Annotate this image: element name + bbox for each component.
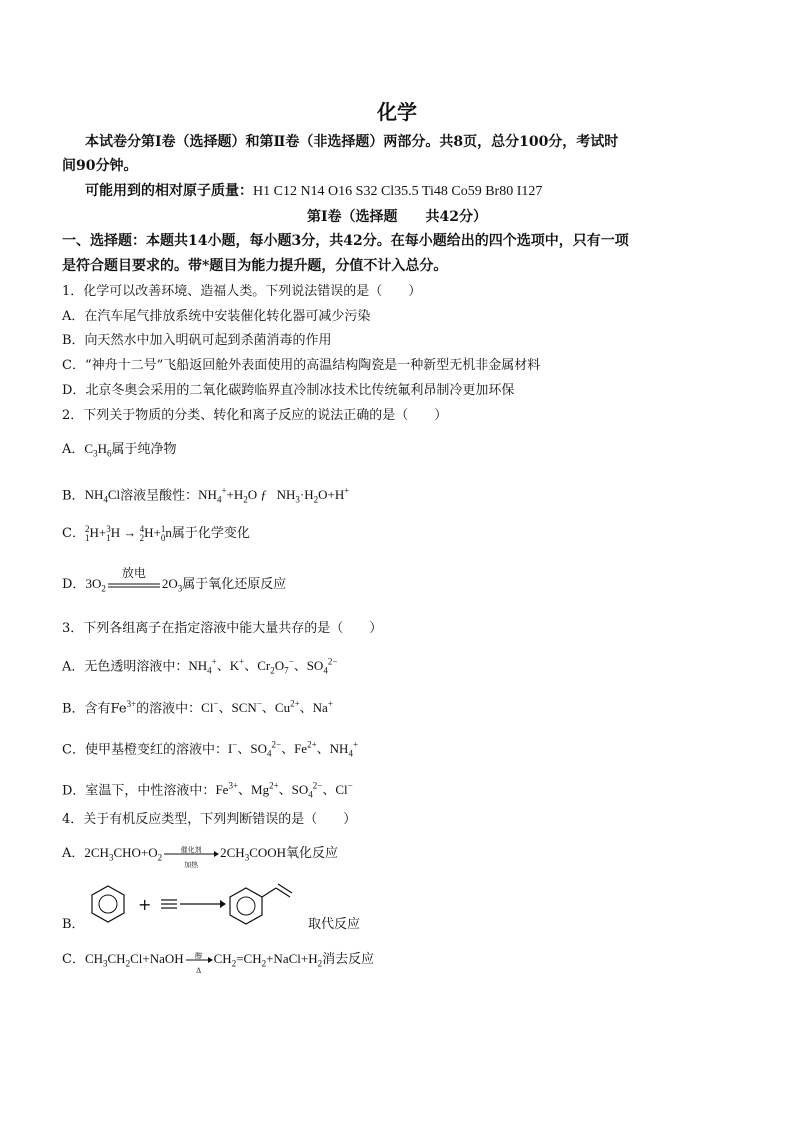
q3-b-charge: 3+ (126, 699, 137, 709)
q2-d-product: $2O_3$ (161, 576, 183, 594)
q1-option-a: A．在汽车尾气排放系统中安装催化转化器可减少污染 (62, 309, 371, 324)
q3-b-ions: Cl−、SCN−、$Cu^{2+}$、Na+ (201, 699, 333, 716)
q4-a-heat-label: 加热 (184, 860, 199, 869)
svg-text:+: + (138, 895, 152, 914)
q2-a-suffix: 属于纯净物 (111, 442, 177, 457)
q2-b-prefix: B． (62, 488, 85, 504)
section-title: 第Ⅰ卷（选择题 共42分） (306, 209, 488, 225)
q2-option-b (62, 482, 349, 509)
q4-stem: 4．关于有机反应类型，下列判断错误的是（ ） (62, 812, 357, 827)
atomic-mass-label: 可能用到的相对原子质量： (85, 183, 253, 199)
atomic-mass-values: H1 C12 N14 O16 S32 Cl35.5 Ti48 Co59 Br80 I127 (253, 184, 543, 199)
q2-option-a (62, 440, 176, 463)
q4-b-suffix: 取代反应 (308, 917, 361, 932)
intro-line-1: 本试卷分第Ⅰ卷（选择题）和第Ⅱ卷（非选择题）两部分。共8页，总分100分，考试时 (85, 134, 619, 150)
page-title: 化学 (377, 100, 417, 124)
q3-b-text: B．含有Fe (62, 701, 127, 717)
q3-stem: 3．下列各组离子在指定溶液中能大量共存的是（ ） (62, 621, 383, 636)
q4-a-reactants: $2CH_3CHO+O_2$ (84, 845, 163, 863)
q4-a-condition (162, 845, 220, 869)
q3-a-text: A．无色透明溶液中： (62, 659, 189, 675)
q4-option-b (62, 916, 85, 934)
q4-c-suffix: 消去反应 (322, 952, 375, 967)
q2-d-condition (106, 565, 162, 594)
q3-option-b (62, 695, 333, 718)
benzene-alkylation-diagram (88, 880, 308, 930)
q3-d-text: D．室温下，中性溶液中： (62, 783, 216, 799)
q4-a-suffix: 氧化反应 (286, 846, 339, 861)
q1-stem: 1．化学可以改善环境、造福人类。下列说法错误的是（ ） (62, 284, 422, 299)
q1-option-b: B．向天然水中加入明矾可起到杀菌消毒的作用 (62, 333, 332, 348)
q2-b-equation: $NH_4^++H_2O$ ƒ $NH_3\cdot H_2O+H^+$ (198, 486, 350, 505)
q3-b-text-2: 的溶液中： (136, 701, 202, 717)
q4-c-reactants: $CH_3CH_2Cl+NaOH$ (84, 951, 184, 969)
q2-d-suffix: 属于氧化还原反应 (182, 577, 287, 592)
q2-d-condition-label: 放电 (121, 565, 146, 580)
intro-line-2: 间90分钟。 (62, 158, 138, 174)
q3-d-ions: $Fe^{3+}$、$Mg^{2+}$、$SO_4^{2-}$、Cl− (215, 781, 353, 800)
instructions-line-1: 一、选择题：本题共14小题，每小题3分，共42分。在每小题给出的四个选项中，只有一项 (62, 233, 629, 249)
q4-c-products: $CH_2=CH_2+NaCl+H_2$ (213, 951, 323, 969)
q2-d-reactant: $3O_2$ (85, 576, 106, 594)
q1-option-c: C．“神舟十二号”飞船返回舱外表面使用的高温结构陶瓷是一种新型无机非金属材料 (62, 358, 541, 373)
q3-a-ions: $NH_4^+$、K+、$Cr_2O_7^-$、$SO_4^{2-}$ (188, 657, 338, 676)
q4-a-catalyst-label: 催化剂 (180, 845, 202, 854)
q2-d-prefix: D． (62, 577, 86, 592)
q4-a-prefix: A． (62, 846, 85, 861)
q2-b-text: 溶液呈酸性： (120, 488, 199, 504)
q2-a-formula: $C_3H_6$ (84, 441, 112, 459)
q2-a-prefix: A． (62, 442, 85, 457)
q2-option-c (62, 524, 250, 543)
double-line-icon (106, 576, 162, 594)
q2-b-salt: $NH_4Cl$ (84, 487, 121, 505)
q4-c-condition (184, 951, 214, 975)
q3-c-ions: I−、$SO_4^{2-}$、$Fe^{2+}$、$NH_4^+$ (227, 740, 359, 759)
q2-stem: 2．下列关于物质的分类、转化和离子反应的说法正确的是（ ） (62, 408, 448, 423)
q3-option-c (62, 736, 358, 763)
q3-option-a (62, 653, 337, 680)
q2-c-prefix: C． (62, 526, 85, 541)
q2-option-d (62, 565, 287, 598)
benzene-ring-icon (92, 886, 124, 922)
q4-c-solvent-label: 醇 (195, 951, 203, 960)
q4-option-c (62, 950, 374, 973)
q2-c-equation: 2 1H+3 1H → 4 2H+1 0n (84, 524, 172, 544)
q3-c-text: C．使甲基橙变红的溶液中： (62, 742, 228, 758)
q4-b-prefix: B． (62, 917, 85, 932)
q2-c-suffix: 属于化学变化 (171, 526, 250, 541)
q4-c-prefix: C． (62, 952, 85, 967)
q3-option-d (62, 777, 353, 804)
q1-option-d: D．北京冬奥会采用的二氧化碳跨临界直冷制冰技术比传统氟利昂制冷更加环保 (62, 383, 515, 398)
q4-a-product: $2CH_3COOH$ (220, 845, 287, 863)
q4-option-a (62, 844, 338, 867)
instructions-line-2: 是符合题目要求的。带*题目为能力提升题，分值不计入总分。 (62, 258, 448, 274)
q4-c-heat-label: Δ (196, 966, 202, 975)
atomic-mass-line (85, 182, 542, 201)
